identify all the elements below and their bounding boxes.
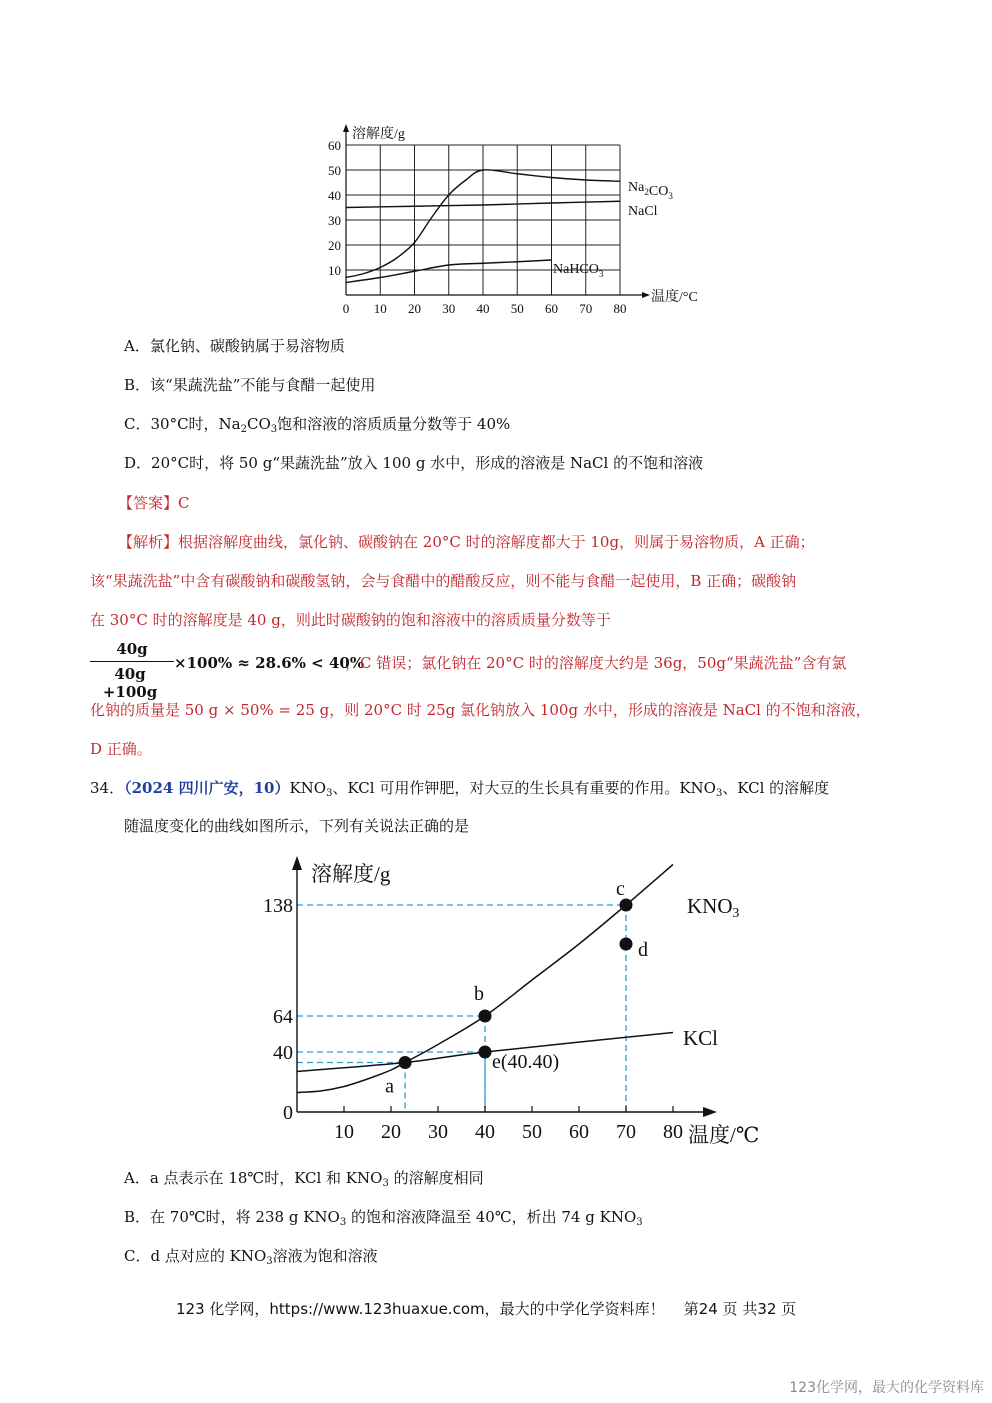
analysis-line-2: 该“果蔬洗盐”中含有碳酸钠和碳酸氢钠，会与食醋中的醋酸反应，则不能与食醋一起使用，B 正确；碳酸钠	[90, 572, 797, 590]
x-tick-label: 40	[476, 301, 490, 316]
q33-option-c	[124, 414, 510, 434]
data-point-b	[479, 1010, 492, 1023]
stem-text: 、KCl 可用作钾肥，对大豆的生长具有重要的作用。KNO	[332, 779, 716, 797]
data-point-e	[479, 1046, 492, 1059]
option-letter: C．	[124, 415, 151, 433]
y-tick-label: 10	[328, 263, 341, 278]
x-tick-label: 80	[613, 301, 627, 316]
q34-stem-line-1	[90, 778, 829, 798]
x-tick-label: 50	[522, 1121, 542, 1143]
option-letter: B．	[124, 376, 151, 394]
analysis-line-1	[118, 532, 815, 552]
option-text: 20°C时，将 50 g“果蔬洗盐”放入 100 g 水中，形成的溶液是 NaCl 的不饱和溶液	[151, 454, 704, 472]
point-label-d: d	[638, 939, 648, 961]
answer-label: 【答案】	[118, 494, 179, 512]
x-axis-label: 温度/℃	[688, 1123, 760, 1147]
formula-tail: ×100% ≈ 28.6% < 40%	[174, 654, 365, 672]
x-tick-label: 80	[663, 1121, 683, 1143]
question-number: 34．	[90, 779, 125, 797]
q33-option-b	[124, 375, 375, 395]
chart-sodium-solubility	[330, 118, 730, 323]
y-axis-arrow-icon	[292, 856, 302, 870]
analysis-line-6: D 正确。	[90, 740, 152, 758]
y-axis-label: 溶解度/g	[352, 127, 405, 142]
x-tick-label: 60	[569, 1121, 589, 1143]
option-text: 在 70℃时，将 238 g KNO	[150, 1208, 340, 1226]
option-text: CO	[247, 415, 271, 433]
series-label-Na2CO3: $Na_2CO_3$	[628, 180, 673, 201]
subscript: 3	[715, 788, 723, 799]
y-tick-label: 64	[273, 1006, 293, 1028]
y-tick-label: 0	[283, 1102, 293, 1124]
x-tick-label: 40	[475, 1121, 495, 1143]
q34-option-c	[124, 1246, 378, 1266]
subscript: 3	[382, 1178, 389, 1189]
answer-value: C	[178, 494, 190, 512]
option-letter: C．	[124, 1247, 151, 1265]
y-axis-label: 溶解度/g	[311, 862, 391, 886]
option-text: 的溶解度相同	[388, 1169, 484, 1187]
option-text: 溶液为饱和溶液	[272, 1247, 378, 1265]
data-point-d	[620, 938, 633, 951]
analysis-text: 根据溶解度曲线，氯化钠、碳酸钠在 20°C 时的溶解度都大于 10g，则属于易溶物质，A 正确；	[178, 533, 815, 551]
option-letter: A．	[124, 1169, 150, 1187]
footer-site-text: 123 化学网，https://www.123huaxue.com，最大的中学化学资料库！	[176, 1300, 665, 1318]
stem-text: KNO	[289, 779, 327, 797]
analysis-label: 【解析】	[118, 533, 179, 551]
q33-option-d	[124, 453, 703, 473]
option-letter: B．	[124, 1208, 151, 1226]
analysis-line-3: 在 30°C 时的溶解度是 40 g，则此时碳酸钠的饱和溶液中的溶质质量分数等于	[90, 611, 611, 629]
q34-option-a	[124, 1168, 484, 1188]
option-text: 氯化钠、碳酸钠属于易溶物质	[149, 337, 345, 355]
point-label-e: e(40.40)	[492, 1051, 560, 1073]
option-letter: A．	[124, 337, 150, 355]
page-footer	[176, 1298, 796, 1319]
point-label-c: c	[616, 878, 625, 900]
chart-potassium-solubility	[255, 848, 795, 1153]
option-letter: D．	[124, 454, 152, 472]
q34-stem-line-2: 随温度变化的曲线如图所示，下列有关说法正确的是	[124, 817, 470, 835]
option-text: 的饱和溶液降温至 40℃，析出 74 g KNO	[346, 1208, 637, 1226]
q33-option-a	[124, 336, 345, 356]
x-tick-label: 70	[616, 1121, 636, 1143]
x-tick-label: 10	[373, 301, 387, 316]
subscript: 3	[339, 1217, 347, 1228]
y-tick-label: 138	[263, 895, 293, 917]
subscript: 3	[270, 424, 278, 435]
x-tick-label: 60	[545, 301, 558, 316]
y-tick-label: 30	[328, 213, 341, 228]
analysis-line-5: 化钠的质量是 50 g × 50% = 25 g，则 20°C 时 25g 氯化钠放入 100g 水中，形成的溶液是 NaCl 的不饱和溶液，	[90, 701, 871, 719]
option-text: 30°C时，Na	[150, 415, 241, 433]
q34-option-b	[124, 1207, 643, 1227]
series-label-KCl: KCl	[683, 1026, 719, 1050]
series-label-KNO3: KNO3	[687, 894, 740, 920]
point-label-b: b	[474, 983, 484, 1005]
series-label-NaHCO3: NaHCO$_3$	[553, 262, 604, 279]
x-axis-arrow-icon	[642, 292, 650, 298]
stem-text: 、KCl 的溶解度	[722, 779, 830, 797]
x-tick-label: 0	[342, 301, 350, 316]
answer-line	[118, 493, 190, 513]
option-text: d 点对应的 KNO	[150, 1247, 267, 1265]
x-axis-arrow-icon	[703, 1107, 717, 1117]
series-label-NaCl: NaCl	[628, 204, 658, 219]
formula-fraction	[90, 640, 174, 701]
option-text: 饱和溶液的溶质质量分数等于 40%	[277, 415, 511, 433]
y-tick-label: 40	[273, 1042, 293, 1064]
x-tick-label: 50	[510, 301, 524, 316]
x-tick-label: 20	[408, 301, 421, 316]
formula-numerator: 40g	[90, 640, 174, 662]
analysis-line-4: ，C 错误；氯化钠在 20°C 时的溶解度大约是 36g，50g“果蔬洗盐”含有氯	[345, 654, 847, 672]
data-point-c	[620, 899, 633, 912]
x-tick-label: 70	[579, 301, 593, 316]
subscript: 3	[636, 1217, 643, 1228]
subscript: 2	[240, 424, 247, 435]
option-text: a 点表示在 18℃时，KCl 和 KNO	[149, 1169, 383, 1187]
y-axis-arrow-icon	[343, 124, 349, 132]
x-tick-label: 30	[428, 1121, 448, 1143]
y-tick-label: 40	[328, 188, 341, 203]
question-source: （2024 四川广安，10）	[124, 779, 290, 797]
y-tick-label: 20	[328, 238, 341, 253]
point-label-a: a	[385, 1075, 394, 1098]
y-tick-label: 60	[328, 138, 341, 153]
subscript: 3	[326, 788, 333, 799]
option-text: 该“果蔬洗盐”不能与食醋一起使用	[150, 376, 376, 394]
x-axis-label: 温度/°C	[651, 290, 698, 305]
x-tick-label: 30	[442, 301, 456, 316]
y-tick-label: 50	[328, 163, 341, 178]
x-tick-label: 10	[334, 1121, 354, 1143]
formula-denominator: 40g +100g	[102, 665, 158, 701]
footer-page-number: 第24 页 共32 页	[683, 1300, 797, 1318]
data-point-a	[399, 1056, 412, 1069]
x-tick-label: 20	[381, 1121, 401, 1143]
watermark: 123化学网，最大的化学资料库	[789, 1380, 984, 1396]
subscript: 3	[266, 1256, 273, 1267]
